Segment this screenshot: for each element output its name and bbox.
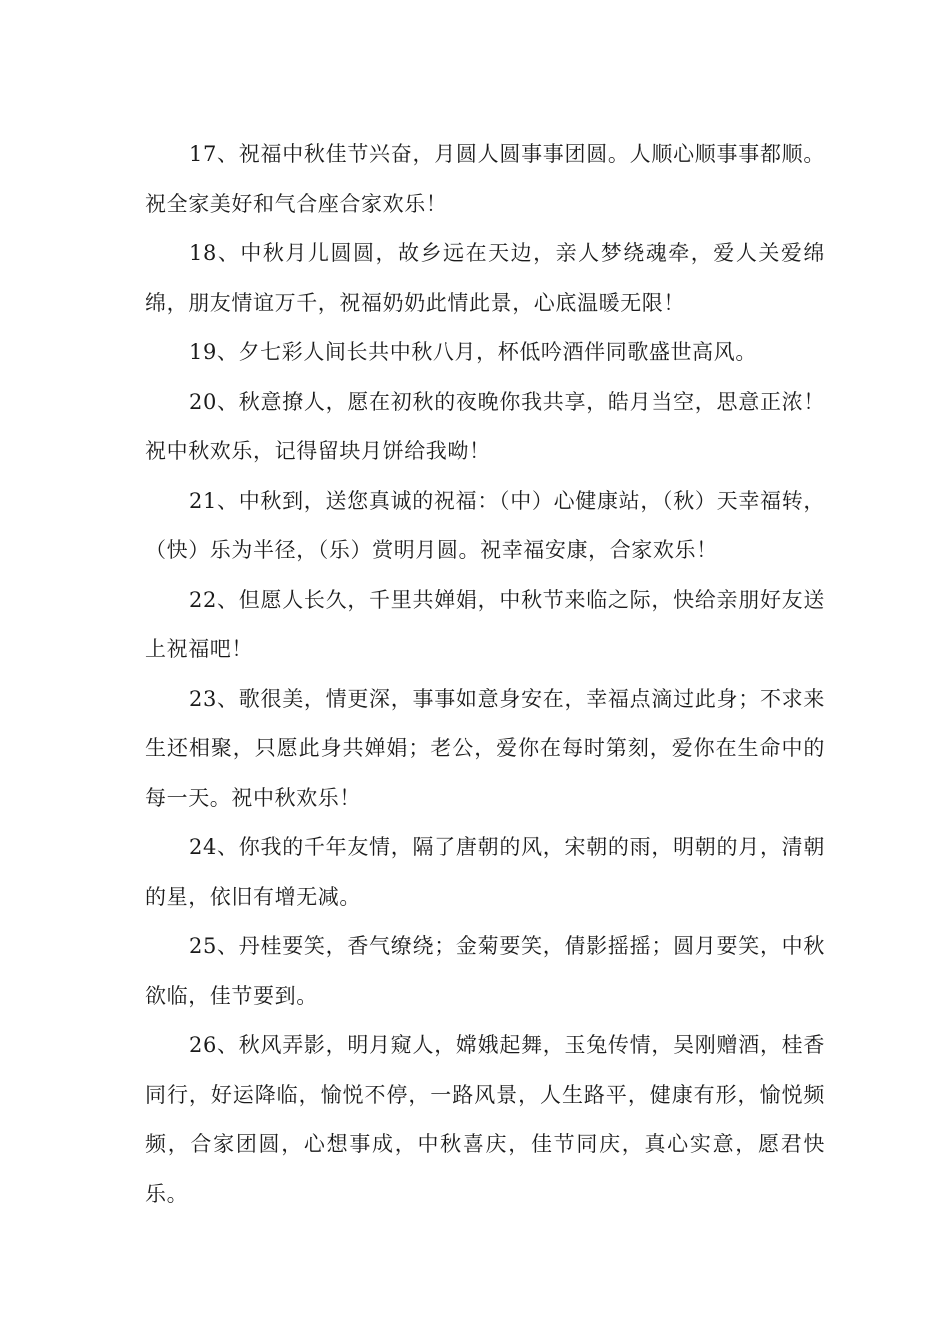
paragraph-19: 19、夕七彩人间长共中秋八月，杯低吟酒伴同歌盛世高风。 (189, 340, 757, 364)
paragraph-23: 23、歌很美，情更深，事事如意身安在，幸福点滴过此身；不求来生还相聚，只愿此身共婵娟；老公，爱你在每时第刻，爱你在生命中的每一天。祝中秋欢乐！ (145, 686, 825, 810)
paragraph-17: 17、祝福中秋佳节兴奋，月圆人圆事事团圆。人顺心顺事事都顺。祝全家美好和气合座合家欢乐！ (145, 142, 825, 216)
paragraph-22: 22、但愿人长久，千里共婵娟，中秋节来临之际，快给亲朋好友送上祝福吧！ (145, 587, 825, 661)
paragraph-20: 20、秋意撩人，愿在初秋的夜晚你我共享，皓月当空，思意正浓！祝中秋欢乐，记得留块月饼给我呦！ (145, 389, 825, 463)
document-body (145, 130, 825, 1219)
paragraph-26: 26、秋风弄影，明月窥人，嫦娥起舞，玉兔传情，吴刚赠酒，桂香同行，好运降临，愉悦不停，一路风景，人生路平，健康有形，愉悦频频，合家团圆，心想事成，中秋喜庆，佳节同庆，真心实意，愿君快乐。 (145, 1033, 825, 1206)
paragraph-18: 18、中秋月儿圆圆，故乡远在天边，亲人梦绕魂牵，爱人关爱绵绵，朋友情谊万千，祝福奶奶此情此景，心底温暖无限！ (145, 241, 825, 315)
paragraph-24: 24、你我的千年友情，隔了唐朝的风，宋朝的雨，明朝的月，清朝的星，依旧有增无减。 (145, 835, 825, 909)
paragraph-21: 21、中秋到，送您真诚的祝福：（中）心健康站，（秋）天幸福转，（快）乐为半径，（乐）赏明月圆。祝幸福安康，合家欢乐！ (145, 488, 825, 562)
paragraph-25: 25、丹桂要笑，香气缭绕；金菊要笑，倩影摇摇；圆月要笑，中秋欲临，佳节要到。 (145, 934, 825, 1008)
